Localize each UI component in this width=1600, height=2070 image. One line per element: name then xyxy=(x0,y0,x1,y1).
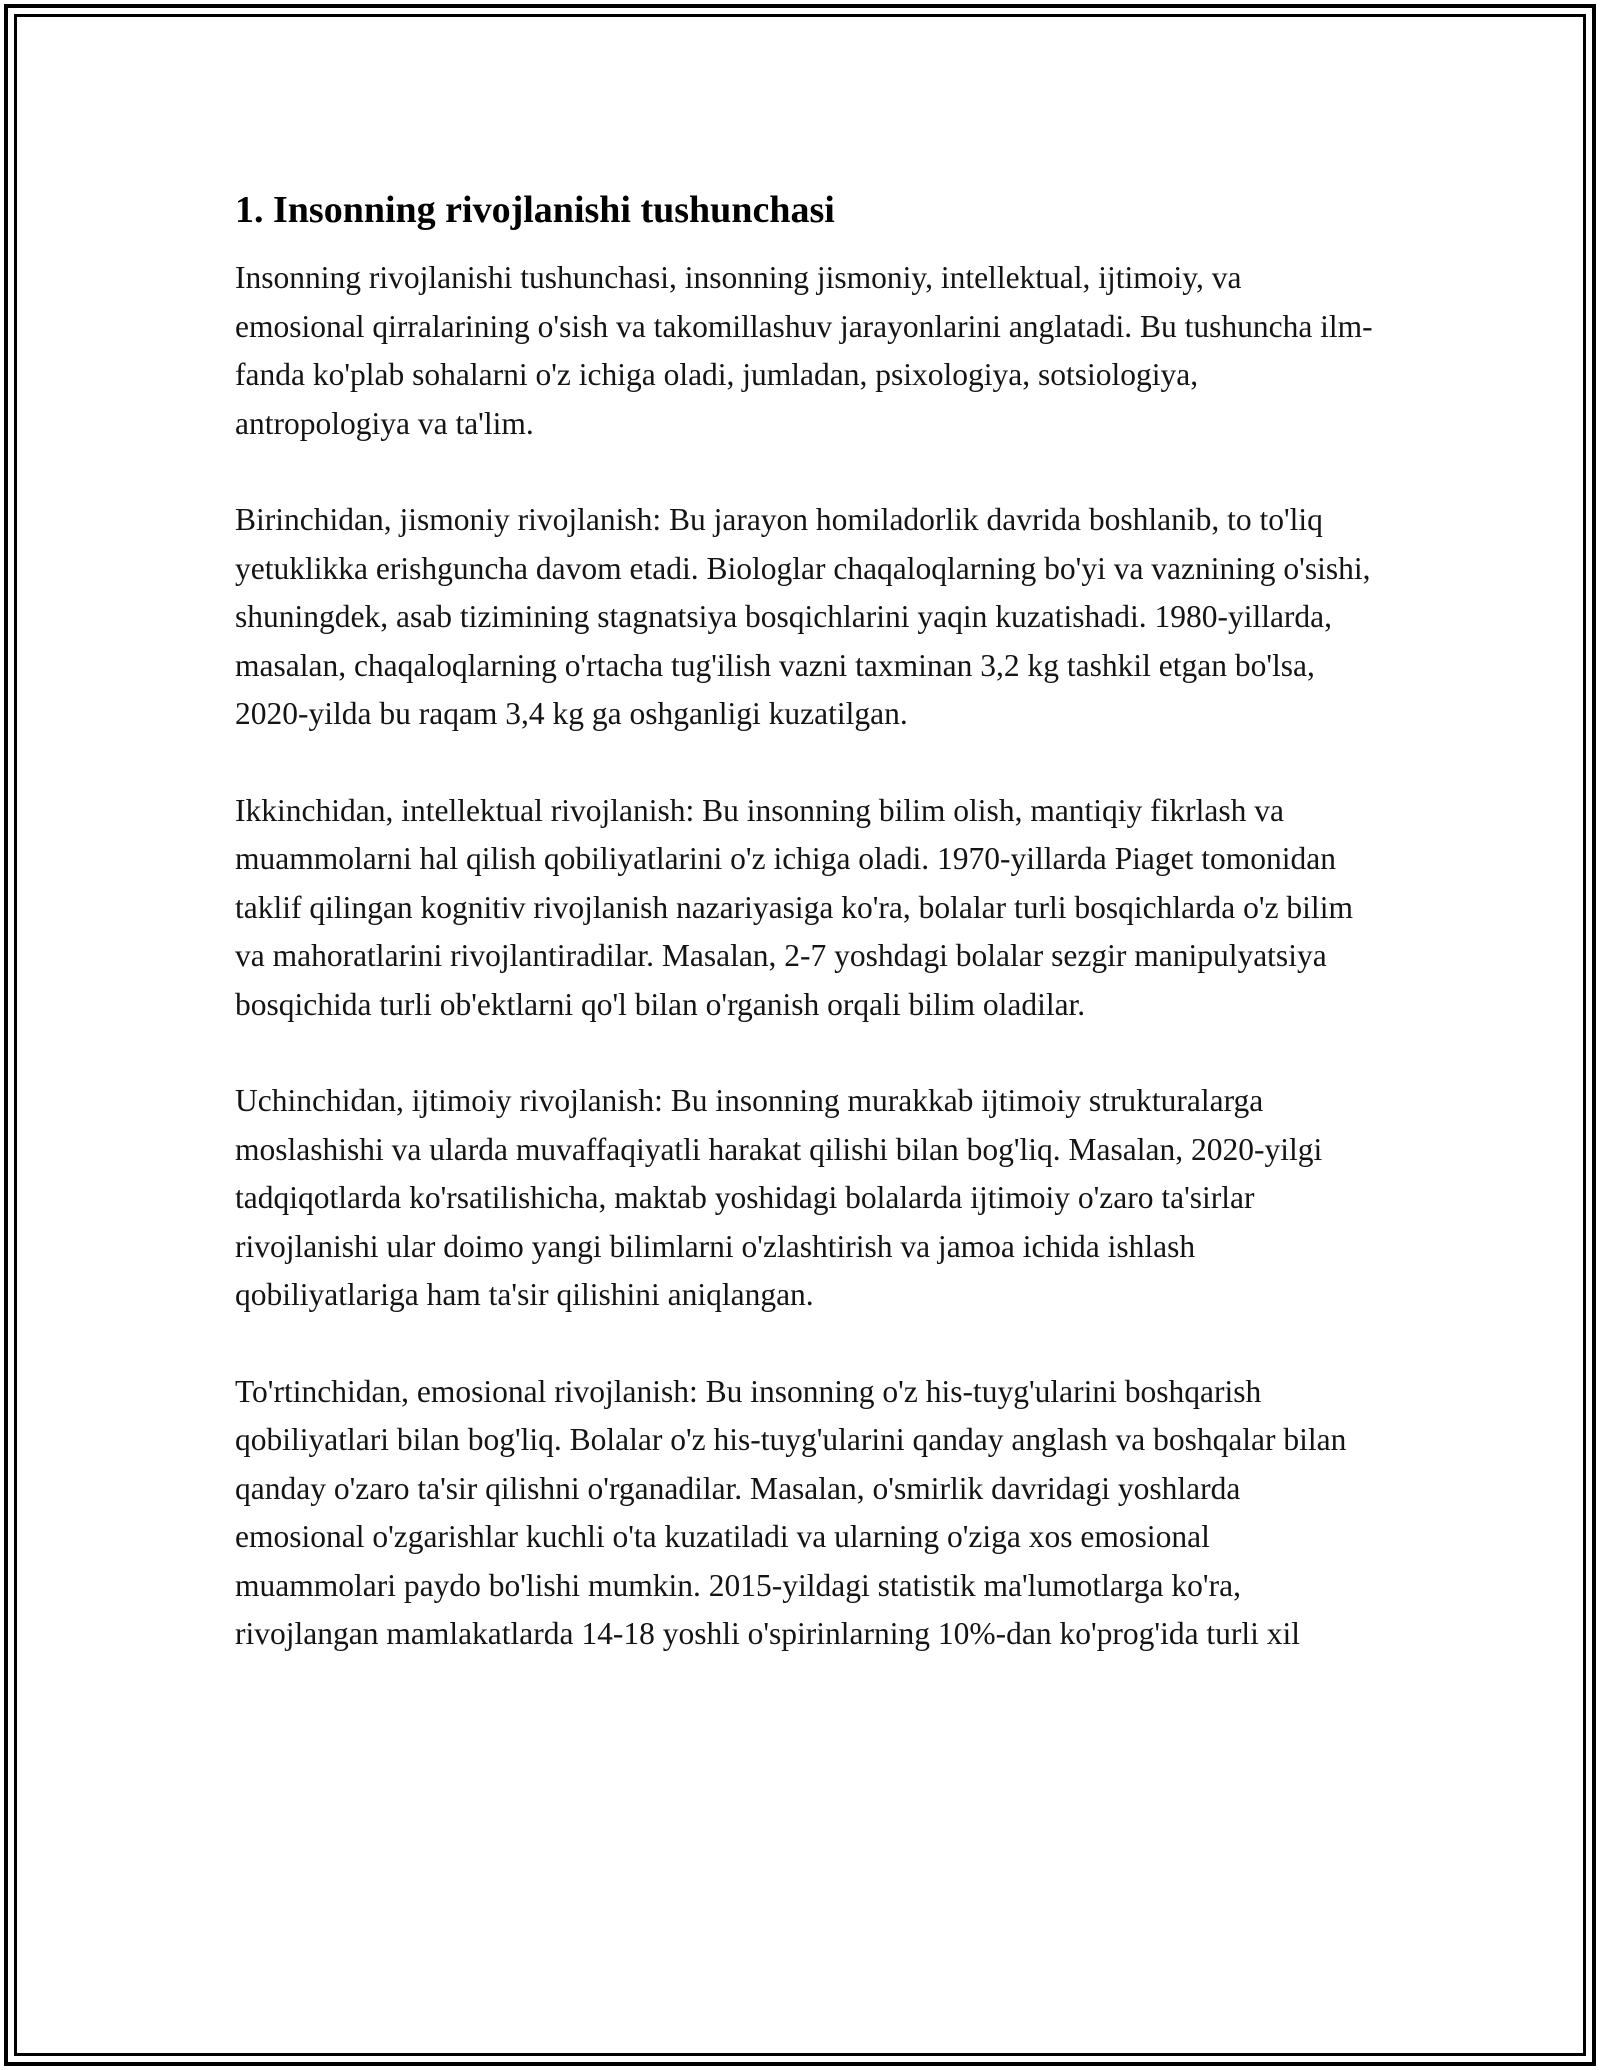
section-heading: 1. Insonning rivojlanishi tushunchasi xyxy=(235,189,835,231)
document-body xyxy=(235,186,1375,1659)
paragraph-physical-development: Birinchidan, jismoniy rivojlanish: Bu jarayon homiladorlik davrida boshlanib, to to'liq yetuklikka erishguncha davom etadi. Biologlar chaqaloqlarning bo'yi va vaznining o'sishi, shuningdek, asab tizimining stagnatsiya bosqichlarini yaqin kuzatishadi. 1980-yillarda, masalan, chaqaloqlarning o'rtacha tug'ilish vazni taxminan 3,2 kg tashkil etgan bo'lsa, 2020-yilda bu raqam 3,4 kg ga oshganligi kuzatilgan. xyxy=(235,502,1371,731)
paragraph-intro: Insonning rivojlanishi tushunchasi, insonning jismoniy, intellektual, ijtimoiy, va emosional qirralarining o'sish va takomillashuv jarayonlarini anglatadi. Bu tushuncha ilm-fanda ko'plab sohalarni o'z ichiga oladi, jumladan, psixologiya, sotsiologiya, antropologiya va ta'lim. xyxy=(235,260,1373,441)
paragraph-social-development: Uchinchidan, ijtimoiy rivojlanish: Bu insonning murakkab ijtimoiy strukturalarga moslashishi va ularda muvaffaqiyatli harakat qilishi bilan bog'liq. Masalan, 2020-yilgi tadqiqotlarda ko'rsatilishicha, maktab yoshidagi bolalarda ijtimoiy o'zaro ta'sirlar rivojlanishi ular doimo yangi bilimlarni o'zlashtirish va jamoa ichida ishlash qobiliyatlariga ham ta'sir qilishini aniqlangan. xyxy=(235,1083,1323,1312)
paragraph-intellectual-development: Ikkinchidan, intellektual rivojlanish: Bu insonning bilim olish, mantiqiy fikrlash va muammolarni hal qilish qobiliyatlarini o'z ichiga oladi. 1970-yillarda Piaget tomonidan taklif qilingan kognitiv rivojlanish nazariyasiga ko'ra, bolalar turli bosqichlarda o'z bilim va mahoratlarini rivojlantiradilar. Masalan, 2-7 yoshdagi bolalar sezgir manipulyatsiya bosqichida turli ob'ektlarni qo'l bilan o'rganish orqali bilim oladilar. xyxy=(235,792,1353,1022)
paragraph-emotional-development: To'rtinchidan, emosional rivojlanish: Bu insonning o'z his-tuyg'ularini boshqarish qobiliyatlari bilan bog'liq. Bolalar o'z his-tuyg'ularini qanday anglash va boshqalar bilan qanday o'zaro ta'sir qilishni o'rganadilar. Masalan, o'smirlik davridagi yoshlarda emosional o'zgarishlar kuchli o'ta kuzatiladi va ularning o'ziga xos emosional muammolari paydo bo'lishi mumkin. 2015-yildagi statistik ma'lumotlarga ko'ra, rivojlangan mamlakatlarda 14-18 yoshli o'spirinlarning 10%-dan ko'prog'ida turli xil xyxy=(235,1373,1347,1651)
